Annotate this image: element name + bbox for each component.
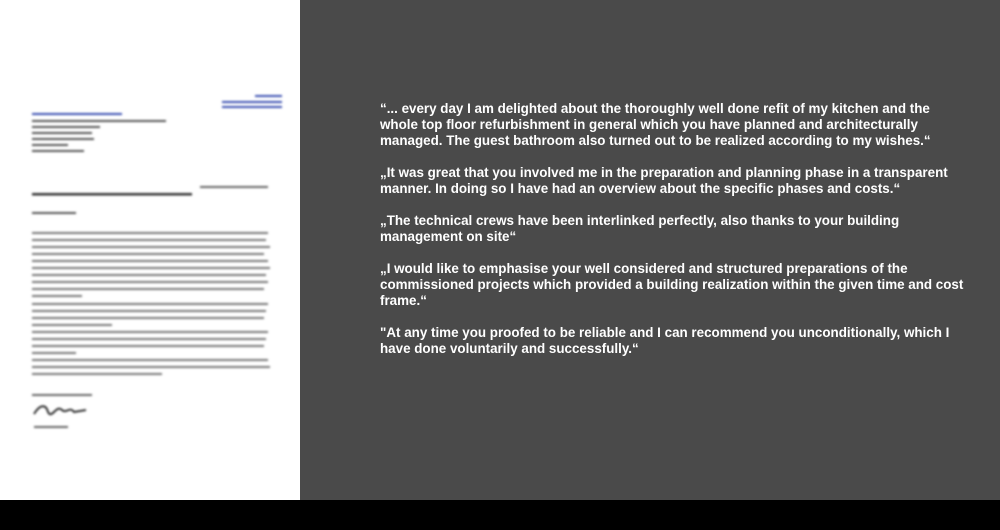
- testimonial-quote: "At any time you proofed to be reliable and I can recommend you unconditionally, which I have done voluntarily and successfully.“: [380, 325, 950, 356]
- testimonial-quotes-panel: [300, 0, 1000, 500]
- blurred-letter-content: [0, 0, 300, 500]
- letter-lines-graphic: [0, 0, 300, 500]
- testimonial-quotes: [380, 101, 970, 373]
- testimonial-quote: „The technical crews have been interlinked perfectly, also thanks to your building management on site“: [380, 213, 900, 244]
- testimonial-quote: “... every day I am delighted about the thoroughly well done refit of my kitchen and the whole top floor refurbishment in general which you have planned and architecturally managed. The guest bathroom also turned out to be realized according to my wishes.“: [380, 101, 931, 148]
- bottom-black-bar: [0, 500, 1000, 530]
- testimonial-quote: „It was great that you involved me in the preparation and planning phase in a transparent manner. In doing so I have had an overview about the specific phases and costs.“: [380, 165, 948, 196]
- testimonial-quote: „I would like to emphasise your well considered and structured preparations of the commissioned projects which provided a building realization within the given time and cost frame.“: [380, 261, 964, 308]
- reference-letter-image: [0, 0, 300, 500]
